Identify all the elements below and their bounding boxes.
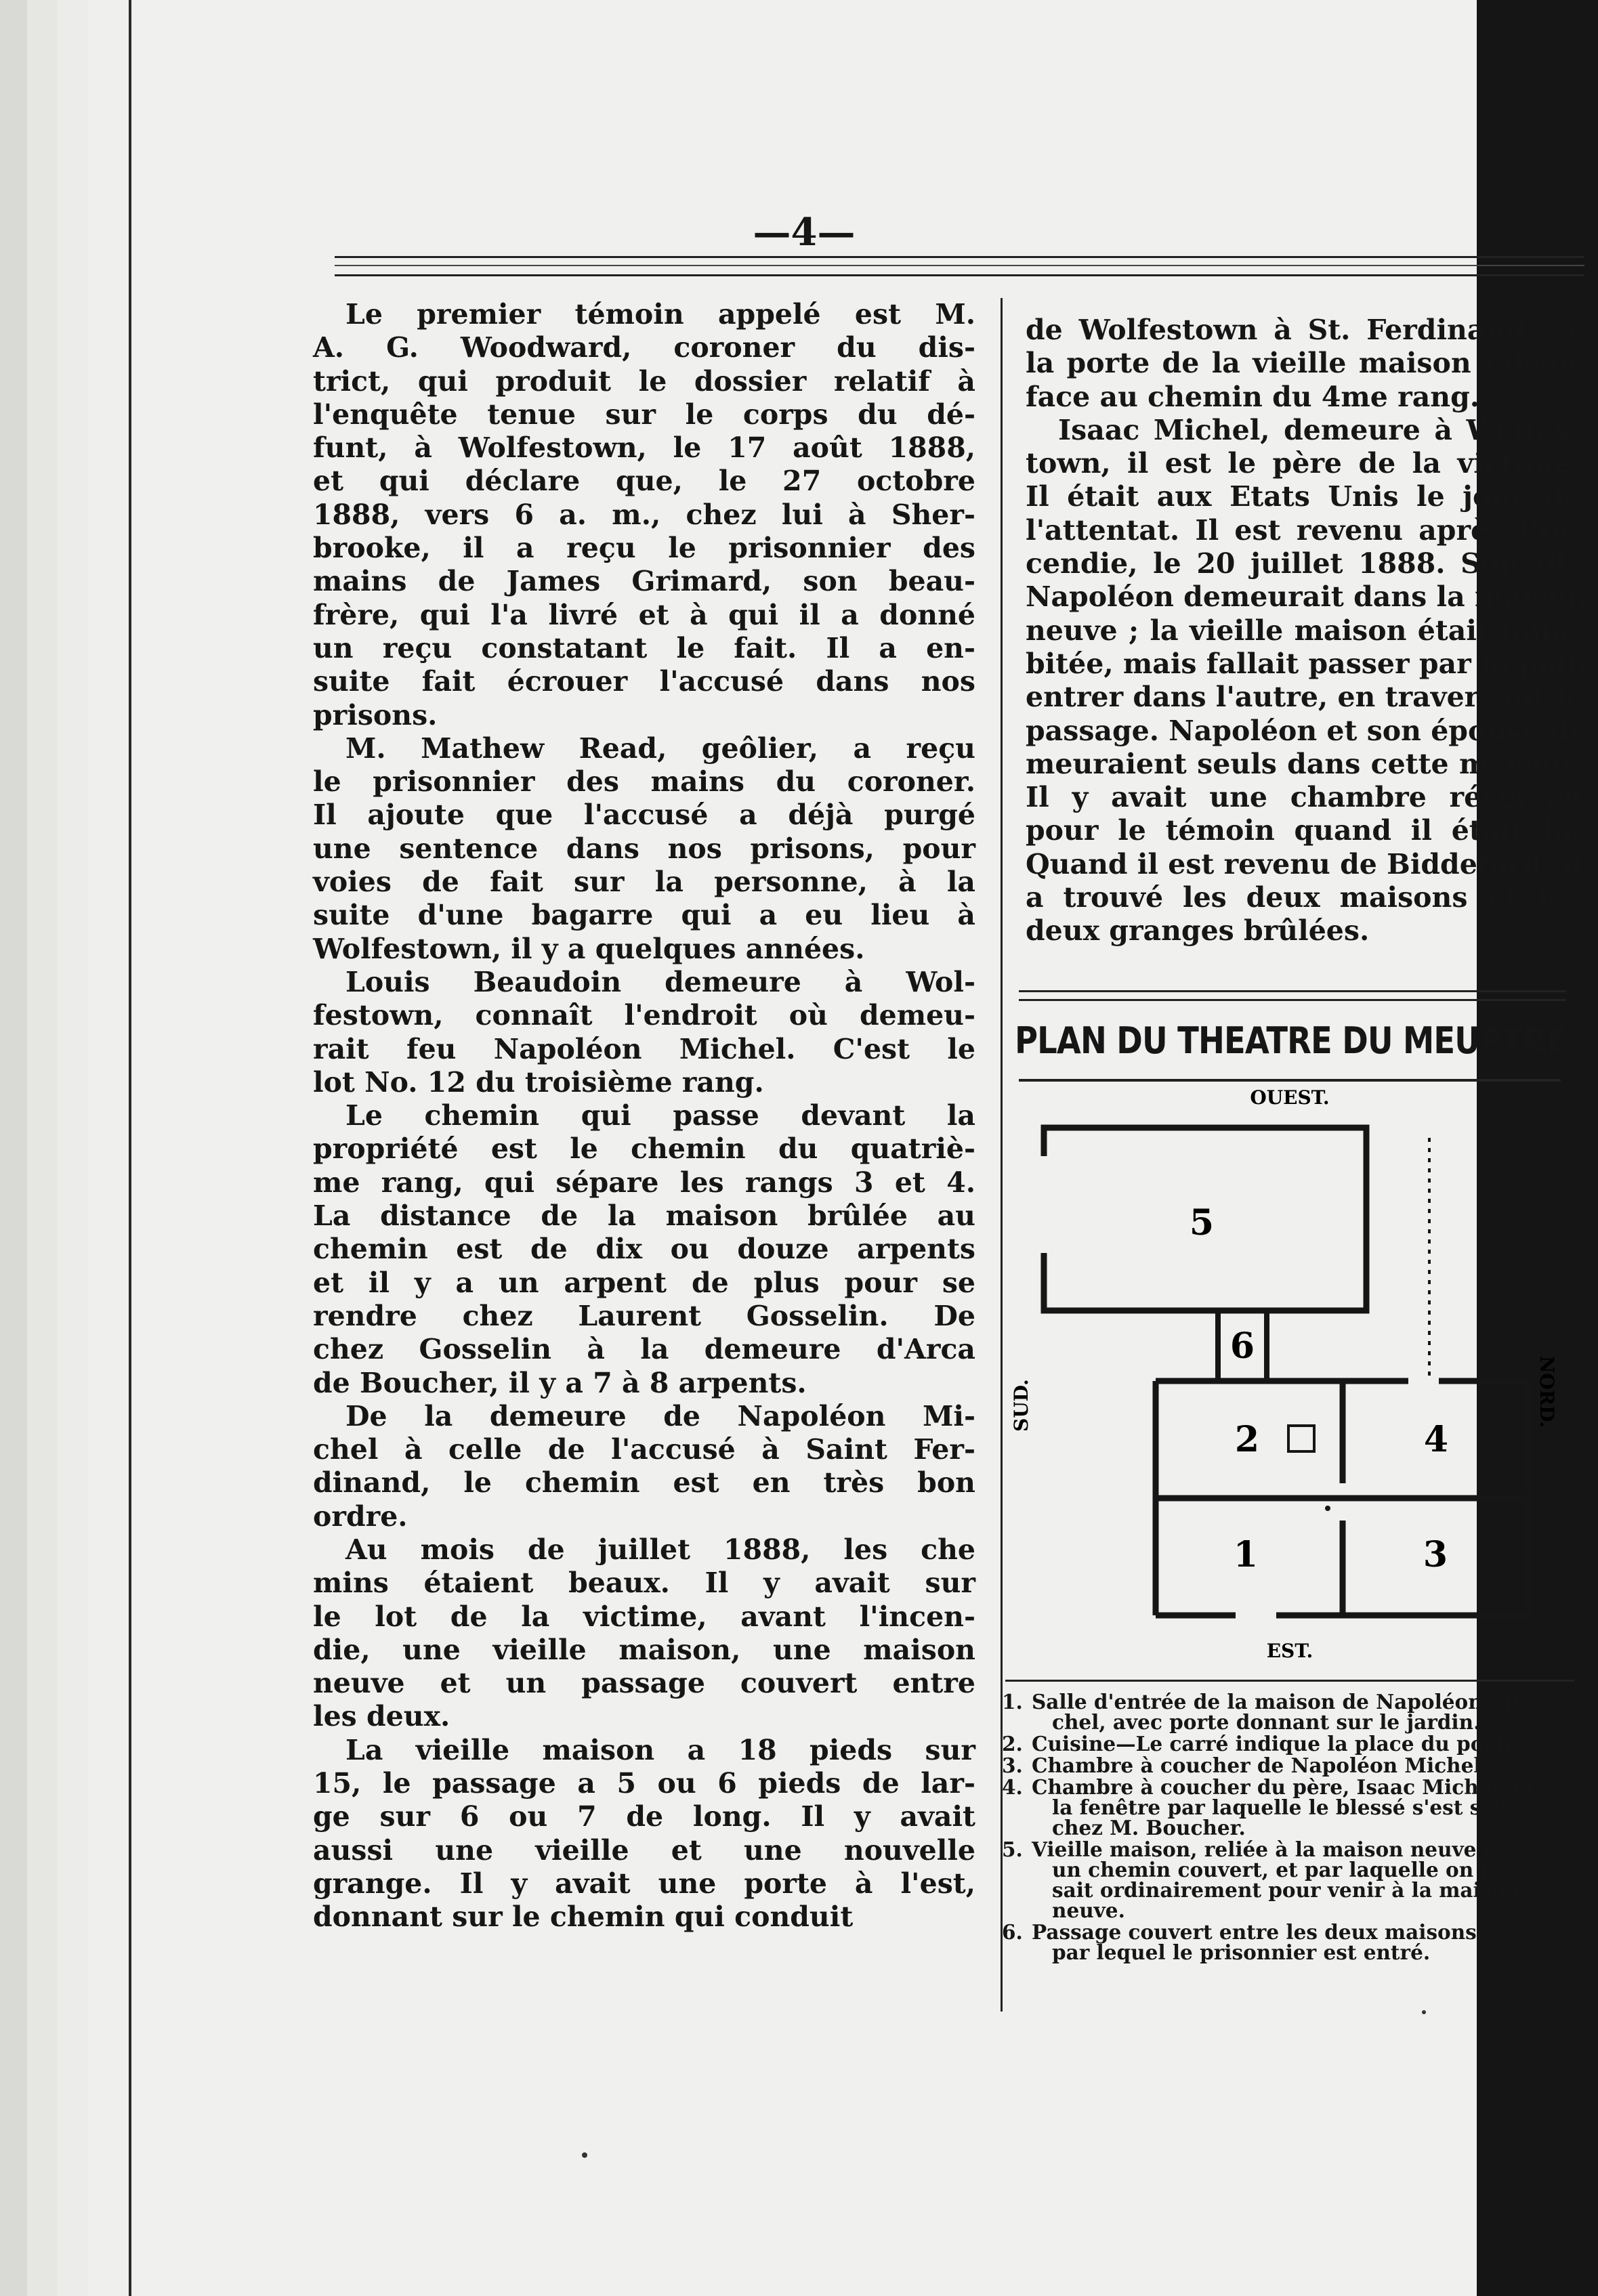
text-line: la porte de la vieille maison faisait (1026, 347, 1581, 380)
text-line: suite d'une bagarre qui a eu lieu à (313, 899, 975, 932)
text-line: face au chemin du 4me rang. (1026, 380, 1480, 413)
legend-item (1002, 1922, 1578, 1963)
compass-east: EST. (1266, 1640, 1313, 1662)
plan-legend (1002, 1692, 1578, 1964)
text-line: neuve ; la vieille maison était inha- (1026, 614, 1581, 647)
text-line: ordre. (313, 1500, 408, 1533)
text-line: un reçu constatant le fait. Il a en- (313, 631, 975, 664)
text-line: propriété est le chemin du quatriè- (313, 1132, 975, 1166)
legend-item (1002, 1734, 1578, 1754)
stove-marker (1288, 1426, 1314, 1451)
text-line: trict, qui produit le dossier relatif à (313, 364, 975, 398)
text-line: frère, qui l'a livré et à qui il a donné (313, 598, 975, 631)
text-line: Le chemin qui passe devant la (345, 1099, 975, 1132)
speck (582, 2152, 587, 2158)
text-line: l'enquête tenue sur le corps du dé- (313, 398, 975, 431)
floor-plan-diagram (1005, 1080, 1588, 1690)
legend-text: neuve. (1052, 1898, 1125, 1922)
text-line: de Wolfestown à St. Ferdinand, et (1026, 314, 1581, 346)
legend-text: chel, avec porte donnant sur le jardin. (1052, 1710, 1481, 1734)
legend-item (1002, 1777, 1578, 1838)
text-line: La vieille maison a 18 pieds sur (345, 1733, 975, 1766)
room-1-label: 1 (1233, 1534, 1259, 1575)
compass-north: NORD. (1536, 1355, 1558, 1428)
document-page (129, 0, 1598, 2296)
right-column-text (1026, 314, 1598, 948)
text-line: l'attentat. Il est revenu après l'in- (1026, 513, 1581, 547)
text-line: chez Gosselin à la demeure d'Arca (313, 1333, 975, 1366)
legend-text: un chemin couvert, et par laquelle on pas- (1052, 1858, 1528, 1882)
text-line: cendie, le 20 juillet 1888. Son fils (1026, 547, 1581, 580)
text-line: deux granges brûlées. (1026, 914, 1370, 948)
legend-text: Chambre à coucher du père, Isaac Michel, et (1032, 1775, 1535, 1799)
text-line: voies de fait sur la personne, à la (313, 866, 975, 899)
plan-title: PLAN DU THEATRE DU MEURTRE (1015, 1019, 1568, 1062)
legend-number: 2. (1002, 1732, 1023, 1756)
text-line: de Boucher, il y a 7 à 8 arpents. (313, 1366, 807, 1399)
room-4-label: 4 (1423, 1419, 1449, 1460)
text-line: suite fait écrouer l'accusé dans nos (313, 665, 975, 698)
legend-text: la fenêtre par laquelle le blessé s'est sauvé (1052, 1795, 1533, 1819)
text-line: et qui déclare que, le 27 octobre (313, 465, 975, 498)
text-line: Il était aux Etats Unis le jour de (1026, 480, 1581, 513)
text-line: rait feu Napoléon Michel. C'est le (313, 1032, 975, 1065)
legend-number: 1. (1002, 1690, 1023, 1714)
text-line: brooke, il a reçu le prisonnier des (313, 532, 975, 565)
legend-text: Chambre à coucher de Napoléon Michel. (1032, 1753, 1488, 1777)
room-2-label: 2 (1234, 1419, 1260, 1460)
legend-number: 3. (1002, 1753, 1023, 1777)
section-rule (1019, 990, 1566, 1001)
text-line: une sentence dans nos prisons, pour (313, 832, 975, 865)
compass-south: SUD. (1010, 1379, 1032, 1432)
header-rule (335, 256, 1584, 276)
page-number: —4— (753, 210, 856, 255)
text-line: et il y a un arpent de plus pour se (313, 1266, 975, 1299)
text-line: me rang, qui sépare les rangs 3 et 4. (313, 1166, 975, 1199)
legend-number: 5. (1002, 1837, 1023, 1861)
legend-text: Salle d'entrée de la maison de Napoléon Mi- (1032, 1690, 1528, 1714)
text-line: grange. Il y avait une porte à l'est, (313, 1867, 975, 1900)
text-line: town, il est le père de la victime. (1026, 447, 1581, 480)
text-line: Au mois de juillet 1888, les che (345, 1533, 975, 1566)
legend-text: Vieille maison, reliée à la maison neuve par (1032, 1837, 1521, 1861)
text-line: festown, connaît l'endroit où demeu- (313, 999, 975, 1032)
new-house (1156, 1381, 1530, 1615)
room-3-label: 3 (1423, 1534, 1448, 1575)
text-line: De la demeure de Napoléon Mi- (345, 1399, 975, 1432)
text-line: funt, à Wolfestown, le 17 août 1888, (313, 431, 975, 465)
legend-text: par lequel le prisonnier est entré. (1052, 1940, 1431, 1964)
text-line: les deux. (313, 1700, 450, 1733)
text-line: dinand, le chemin est en très bon (313, 1466, 975, 1500)
text-line: pour le témoin quand il était là. (1026, 814, 1581, 847)
text-line: entrer dans l'autre, en traversant le (1026, 681, 1584, 714)
text-line: donnant sur le chemin qui conduit (313, 1900, 854, 1934)
text-line: lot No. 12 du troisième rang. (313, 1065, 764, 1099)
legend-text: Passage couvert entre les deux maisons, et (1032, 1920, 1513, 1944)
legend-number: 4. (1002, 1775, 1023, 1799)
text-line: passage. Napoléon et son épouse de- (1026, 714, 1598, 747)
text-line: M. Mathew Read, geôlier, a reçu (345, 731, 975, 765)
legend-item (1002, 1692, 1578, 1732)
text-line: 1888, vers 6 a. m., chez lui à Sher- (313, 498, 975, 531)
text-line: chemin est de dix ou douze arpents (313, 1233, 975, 1266)
text-line: Wolfestown, il y a quelques années. (313, 932, 865, 965)
text-line: La distance de la maison brûlée au (313, 1199, 975, 1233)
text-line: a trouvé les deux maisons et les (1026, 881, 1581, 914)
text-line: le lot de la victime, avant l'incen- (313, 1600, 975, 1633)
text-line: Louis Beaudoin demeure à Wol- (345, 965, 975, 998)
text-line: Il y avait une chambre réservée (1026, 781, 1581, 814)
text-line: neuve et un passage couvert entre (313, 1667, 975, 1700)
text-line: aussi une vieille et une nouvelle (313, 1833, 975, 1867)
text-line: le prisonnier des mains du coroner. (313, 765, 975, 799)
room-5-label: 5 (1189, 1202, 1215, 1243)
text-line: die, une vieille maison, une maison (313, 1633, 975, 1666)
room-6-label: 6 (1229, 1325, 1255, 1367)
floor-plan (1005, 1080, 1588, 1690)
left-column-text (313, 298, 975, 1934)
text-line: mins étaient beaux. Il y avait sur (313, 1567, 975, 1600)
text-line: bitée, mais fallait passer par là pour (1026, 647, 1592, 680)
legend-rule (1005, 1680, 1574, 1682)
text-line: ge sur 6 ou 7 de long. Il y avait (313, 1800, 975, 1833)
text-line: 15, le passage a 5 ou 6 pieds de lar- (313, 1767, 975, 1800)
text-line: Le premier témoin appelé est M. (345, 298, 975, 331)
text-line: rendre chez Laurent Gosselin. De (313, 1299, 975, 1332)
legend-item (1002, 1753, 1578, 1777)
legend-text: Cuisine—Le carré indique la place du poêle. (1032, 1732, 1524, 1756)
text-line: prisons. (313, 698, 438, 731)
text-line: Napoléon demeurait dans la maison (1026, 580, 1587, 614)
text-line: Isaac Michel, demeure à Wolfes- (1058, 413, 1581, 446)
legend-text: sait ordinairement pour venir à la maison (1052, 1878, 1520, 1902)
legend-text: chez M. Boucher. (1052, 1816, 1246, 1840)
text-line: Il ajoute que l'accusé a déjà purgé (313, 799, 975, 832)
text-line: A. G. Woodward, coroner du dis- (313, 331, 975, 364)
compass-west: OUEST. (1250, 1086, 1330, 1109)
speck (1422, 2010, 1426, 2014)
text-line: chel à celle de l'accusé à Saint Fer- (313, 1433, 975, 1466)
legend-number: 6. (1002, 1920, 1023, 1944)
text-line: Quand il est revenu de Biddeford, il (1026, 847, 1582, 880)
text-line: meuraient seuls dans cette maison. (1026, 747, 1581, 780)
text-line: mains de James Grimard, son beau- (313, 565, 975, 598)
legend-item (1002, 1837, 1578, 1922)
